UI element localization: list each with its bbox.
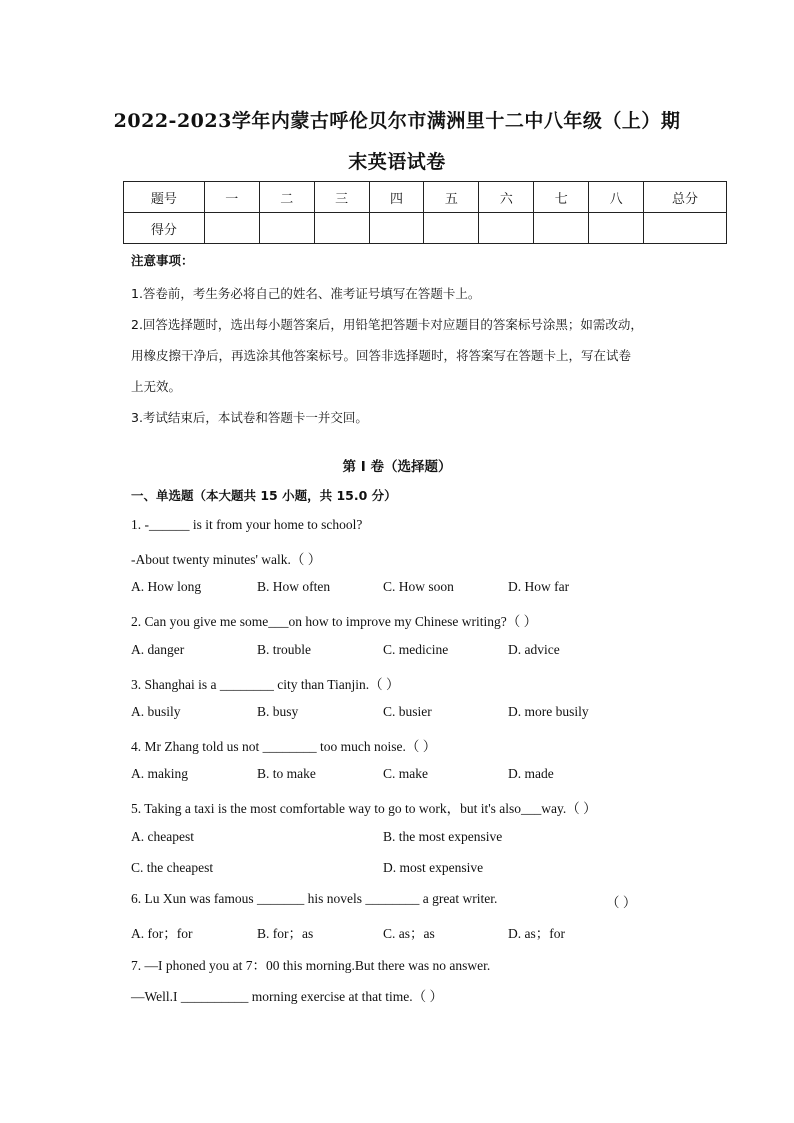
score-header-cell: 二 <box>259 182 314 213</box>
question-5-option-d: D. most expensive <box>383 860 484 875</box>
score-header-cell: 一 <box>204 182 259 213</box>
score-header-cell: 四 <box>369 182 424 213</box>
section-title: 第 I 卷（选择题） <box>342 459 452 475</box>
score-table-header-row <box>124 182 727 213</box>
question-1-option-c: C. How soon <box>383 579 454 594</box>
question-4-option-d: D. made <box>508 766 554 781</box>
question-3-option-a: A. busily <box>131 704 181 719</box>
question-6-option-a: A. for；for <box>131 926 193 941</box>
question-3-option-d: D. more busily <box>508 704 589 719</box>
question-6-option-c: C. as；as <box>383 926 435 941</box>
score-table <box>123 181 727 244</box>
score-header-cell: 七 <box>534 182 589 213</box>
question-4-option-b: B. to make <box>257 766 316 781</box>
question-2-stem: 2. Can you give me some___on how to improve my Chinese writing?（ ） <box>131 614 538 629</box>
score-cell <box>259 213 314 244</box>
notes-item-1: 1.答卷前，考生务必将自己的姓名、准考证号填写在答题卡上。 <box>131 286 481 301</box>
question-1-option-b: B. How often <box>257 579 331 594</box>
score-header-cell: 总分 <box>644 182 727 213</box>
question-1-option-d: D. How far <box>508 579 570 594</box>
question-3-option-b: B. busy <box>257 704 299 719</box>
score-header-cell: 题号 <box>124 182 205 213</box>
score-table-score-row <box>124 213 727 244</box>
question-7-stem: 7. —I phoned you at 7：00 this morning.But there was no answer. <box>131 958 491 973</box>
score-cell <box>589 213 644 244</box>
score-cell <box>424 213 479 244</box>
score-cell <box>369 213 424 244</box>
question-5-option-c: C. the cheapest <box>131 860 214 875</box>
question-6-answer-bracket: （ ） <box>606 895 637 910</box>
question-5-option-b: B. the most expensive <box>383 829 503 844</box>
question-2-option-b: B. trouble <box>257 642 311 657</box>
notes-item-3: 3.考试结束后，本试卷和答题卡一并交回。 <box>131 410 368 425</box>
score-header-cell: 三 <box>314 182 369 213</box>
question-1-stem: 1. -______ is it from your home to school? <box>131 517 363 532</box>
question-5-stem: 5. Taking a taxi is the most comfortable way to go to work，but it's also___way.（ ） <box>131 801 597 816</box>
score-cell <box>479 213 534 244</box>
question-6-stem: 6. Lu Xun was famous _______ his novels ________ a great writer. <box>131 891 498 906</box>
notes-item-2c: 上无效。 <box>131 379 182 394</box>
question-4-option-c: C. make <box>383 766 428 781</box>
score-cell <box>314 213 369 244</box>
notes-heading: 注意事项： <box>131 253 194 268</box>
question-2-option-d: D. advice <box>508 642 560 657</box>
score-header-cell: 五 <box>424 182 479 213</box>
question-5-option-a: A. cheapest <box>131 829 194 844</box>
question-2-option-a: A. danger <box>131 642 185 657</box>
notes-item-2b: 用橡皮擦干净后，再选涂其他答案标号。回答非选择题时，将答案写在答题卡上，写在试卷 <box>131 348 632 363</box>
score-cell <box>644 213 727 244</box>
notes-item-2a: 2.回答选择题时，选出每小题答案后，用铅笔把答题卡对应题目的答案标号涂黑；如需改动， <box>131 317 643 332</box>
question-4-stem: 4. Mr Zhang told us not ________ too much noise.（ ） <box>131 739 437 754</box>
question-3-stem: 3. Shanghai is a ________ city than Tianjin.（ ） <box>131 677 400 692</box>
score-header-cell: 八 <box>589 182 644 213</box>
score-cell <box>204 213 259 244</box>
question-6-option-d: D. as；for <box>508 926 565 941</box>
score-cell <box>534 213 589 244</box>
question-6-option-b: B. for；as <box>257 926 314 941</box>
score-header-cell: 六 <box>479 182 534 213</box>
question-1-option-a: A. How long <box>131 579 202 594</box>
question-2-option-c: C. medicine <box>383 642 449 657</box>
exam-title-line2: 末英语试卷 <box>348 151 446 173</box>
exam-title-line1: 2022-2023学年内蒙古呼伦贝尔市满洲里十二中八年级（上）期 <box>113 110 681 132</box>
question-4-option-a: A. making <box>131 766 188 781</box>
question-7-answer-line: —Well.I __________ morning exercise at that time.（ ） <box>131 989 443 1004</box>
score-row-label: 得分 <box>124 213 205 244</box>
question-3-option-c: C. busier <box>383 704 432 719</box>
question-1-answer-line: -About twenty minutes' walk.（ ） <box>131 552 322 567</box>
part1-heading: 一、单选题（本大题共 15 小题，共 15.0 分） <box>131 488 397 503</box>
